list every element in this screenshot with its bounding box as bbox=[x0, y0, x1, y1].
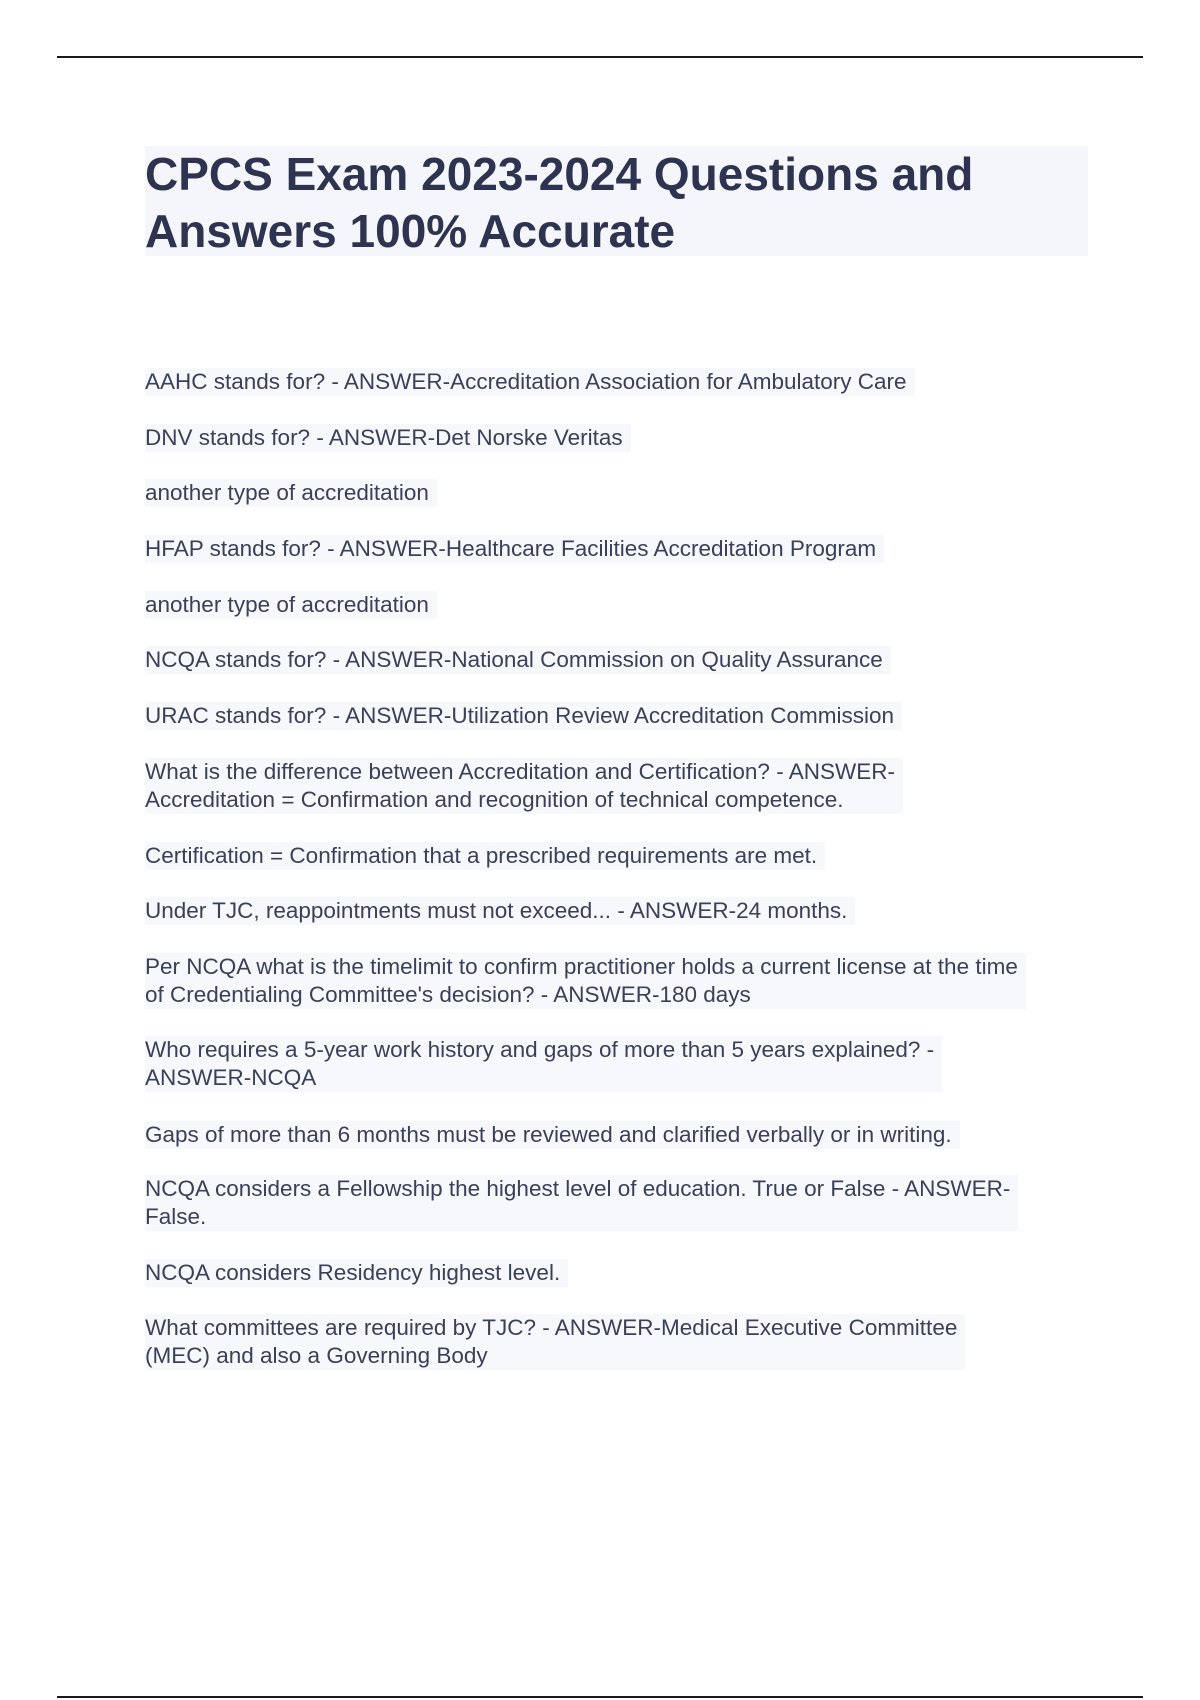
qa-entry bbox=[145, 1121, 960, 1149]
title-line: Answers 100% Accurate bbox=[145, 205, 676, 257]
entry-line: Per NCQA what is the timelimit to confirm practitioner holds a current license at the time bbox=[145, 954, 1018, 979]
entry-line: NCQA considers Residency highest level. bbox=[145, 1260, 561, 1285]
qa-entry bbox=[145, 424, 631, 452]
entry-line: another type of accreditation bbox=[145, 480, 429, 505]
entry-line: DNV stands for? - ANSWER-Det Norske Veritas bbox=[145, 425, 623, 450]
bottom-rule bbox=[57, 1696, 1143, 1698]
entry-line: Accreditation = Confirmation and recognition of technical competence. bbox=[145, 787, 844, 812]
entry-line: What committees are required by TJC? - ANSWER-Medical Executive Committee bbox=[145, 1315, 958, 1340]
entry-line: Under TJC, reappointments must not exceed... - ANSWER-24 months. bbox=[145, 898, 848, 923]
entry-line: Who requires a 5-year work history and gaps of more than 5 years explained? - bbox=[145, 1037, 935, 1062]
qa-entry bbox=[145, 758, 903, 814]
qa-entry bbox=[145, 591, 437, 619]
qa-entry bbox=[145, 535, 884, 563]
qa-entry bbox=[145, 953, 1026, 1009]
entry-line: NCQA stands for? - ANSWER-National Commission on Quality Assurance bbox=[145, 647, 883, 672]
qa-entry bbox=[145, 368, 915, 396]
entry-line: of Credentialing Committee's decision? - ANSWER-180 days bbox=[145, 982, 751, 1007]
entry-line: What is the difference between Accreditation and Certification? - ANSWER- bbox=[145, 759, 895, 784]
qa-entry bbox=[145, 646, 891, 674]
qa-entry bbox=[145, 479, 437, 507]
entry-line: another type of accreditation bbox=[145, 592, 429, 617]
entry-line: NCQA considers a Fellowship the highest level of education. True or False - ANSWER- bbox=[145, 1176, 1011, 1201]
entry-line: HFAP stands for? - ANSWER-Healthcare Facilities Accreditation Program bbox=[145, 536, 877, 561]
entry-line: (MEC) and also a Governing Body bbox=[145, 1343, 488, 1368]
entry-line: Certification = Confirmation that a prescribed requirements are met. bbox=[145, 843, 818, 868]
entry-line: AAHC stands for? - ANSWER-Accreditation Association for Ambulatory Care bbox=[145, 369, 907, 394]
qa-entry bbox=[145, 1259, 568, 1287]
entry-line: URAC stands for? - ANSWER-Utilization Review Accreditation Commission bbox=[145, 703, 894, 728]
entry-line: ANSWER-NCQA bbox=[145, 1065, 317, 1090]
entry-line: False. bbox=[145, 1204, 207, 1229]
title-line: CPCS Exam 2023-2024 Questions and bbox=[145, 148, 974, 200]
qa-entry bbox=[145, 842, 825, 870]
qa-entry bbox=[145, 897, 855, 925]
qa-entry bbox=[145, 702, 902, 730]
qa-entry bbox=[145, 1314, 965, 1370]
qa-entry bbox=[145, 1036, 942, 1092]
entry-line: Gaps of more than 6 months must be reviewed and clarified verbally or in writing. bbox=[145, 1122, 952, 1147]
qa-entry bbox=[145, 1175, 1018, 1231]
